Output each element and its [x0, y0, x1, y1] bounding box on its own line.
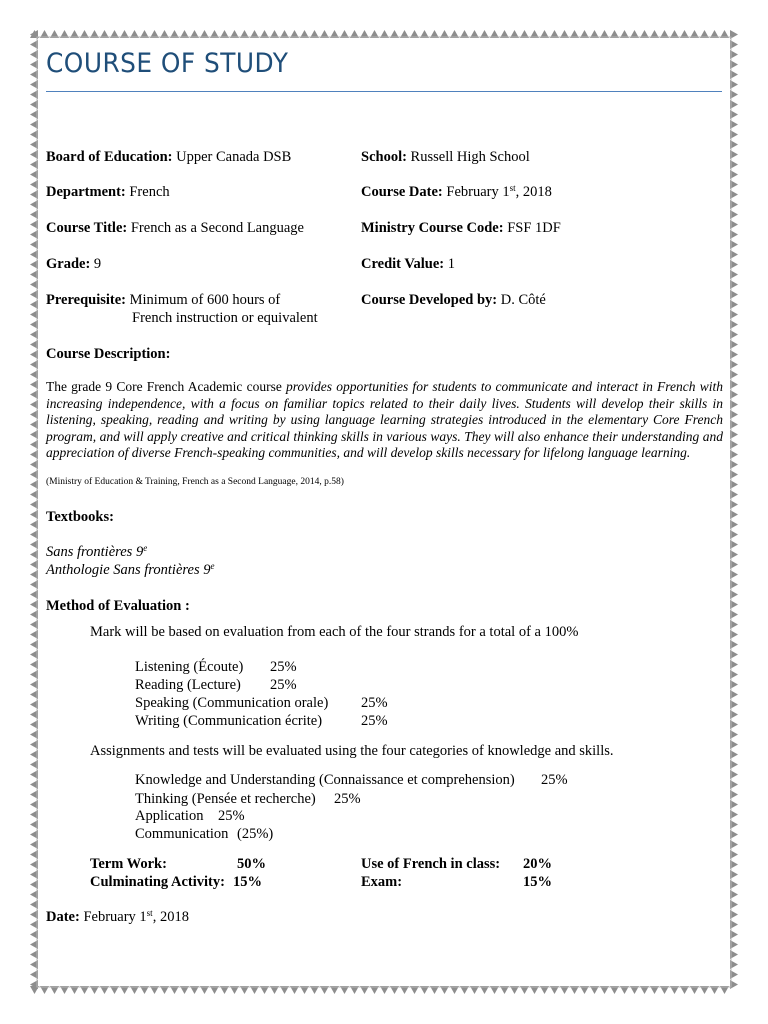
- category-label: Thinking (Pensée et recherche): [135, 791, 316, 807]
- use-of-french-label: Use of French in class:: [361, 856, 501, 872]
- culminating-activity-value: 15%: [233, 874, 262, 890]
- category-value: 25%: [218, 808, 245, 824]
- board-of-education: Board of Education: Upper Canada DSB: [46, 149, 292, 165]
- document-date: Date: February 1st, 2018: [46, 908, 189, 925]
- strand-value: 25%: [361, 695, 388, 711]
- course-date: Course Date: February 1st, 2018: [361, 183, 552, 200]
- category-label: Knowledge and Understanding (Connaissance et comprehension): [135, 772, 515, 788]
- strand-label: Listening (Écoute): [135, 659, 244, 675]
- description-heading: Course Description:: [46, 346, 171, 362]
- strand-label: Writing (Communication écrite): [135, 713, 323, 729]
- textbook-item: Anthologie Sans frontières 9e: [46, 561, 215, 578]
- categories-intro: Assignments and tests will be evaluated using the four categories of knowledge and skills.: [90, 743, 614, 759]
- page-title: COURSE OF STUDY: [46, 48, 289, 79]
- department: Department: French: [46, 184, 170, 200]
- textbook-item: Sans frontières 9e: [46, 543, 148, 560]
- category-value: (25%): [237, 826, 274, 842]
- title-underline: [46, 91, 722, 92]
- culminating-activity-label: Culminating Activity:: [90, 874, 225, 890]
- strand-label: Reading (Lecture): [135, 677, 241, 693]
- grade: Grade: 9: [46, 256, 102, 272]
- strand-value: 25%: [270, 659, 297, 675]
- evaluation-heading: Method of Evaluation :: [46, 598, 190, 614]
- strand-value: 25%: [270, 677, 297, 693]
- strand-value: 25%: [361, 713, 388, 729]
- category-value: 25%: [541, 772, 568, 788]
- term-work-value: 50%: [237, 856, 266, 872]
- category-label: Application: [135, 808, 204, 824]
- category-value: 25%: [334, 791, 361, 807]
- use-of-french-value: 20%: [523, 856, 552, 872]
- course-title: Course Title: French as a Second Language: [46, 220, 304, 236]
- credit-value: Credit Value: 1: [361, 256, 455, 272]
- evaluation-intro: Mark will be based on evaluation from each of the four strands for a total of a 100%: [90, 624, 579, 640]
- school: School: Russell High School: [361, 149, 530, 165]
- category-label: Communication: [135, 826, 229, 842]
- term-work-label: Term Work:: [90, 856, 167, 872]
- description-citation: (Ministry of Education & Training, French as a Second Language, 2014, p.58): [46, 477, 344, 487]
- exam-value: 15%: [523, 874, 552, 890]
- textbooks-heading: Textbooks:: [46, 509, 114, 525]
- course-developer: Course Developed by: D. Côté: [361, 292, 546, 308]
- course-description: The grade 9 Core French Academic course provides opportunities for students to communicate and interact in French with increasing independence, with a focus on familiar topics related to their daily lives. Students will develop their skills in listening, speaking, reading and writing by using language learning strategies introduced in the elementary Core French program, and will apply creative and critical thinking skills in various ways. They will also enhance their understanding and appreciation of diverse French-speaking communities, and will develop skills necessary for lifelong language learning.: [46, 379, 723, 461]
- strand-label: Speaking (Communication orale): [135, 695, 329, 711]
- exam-label: Exam:: [361, 874, 403, 890]
- prerequisite-line-2: French instruction or equivalent: [132, 310, 318, 326]
- prerequisite: Prerequisite: Minimum of 600 hours of: [46, 292, 281, 308]
- ministry-course-code: Ministry Course Code: FSF 1DF: [361, 220, 561, 236]
